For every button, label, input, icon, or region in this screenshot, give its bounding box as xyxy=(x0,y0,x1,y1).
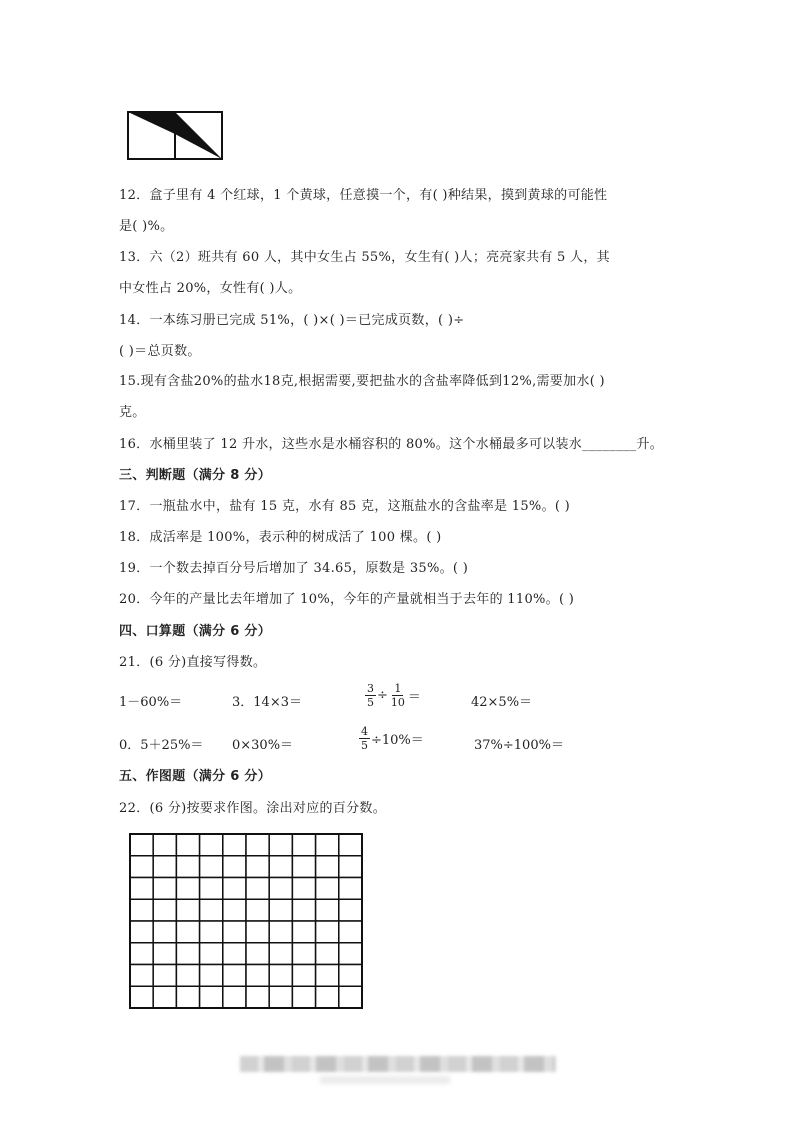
grid-cell[interactable] xyxy=(269,856,292,878)
grid-cell[interactable] xyxy=(269,986,292,1008)
question-12-line-2: 是( )%。 xyxy=(119,219,174,234)
grid-cell[interactable] xyxy=(200,986,223,1008)
grid-cell[interactable] xyxy=(246,856,269,878)
grid-cell[interactable] xyxy=(269,878,292,900)
grid-cell[interactable] xyxy=(176,834,199,856)
grid-cell[interactable] xyxy=(153,921,176,943)
grid-cell[interactable] xyxy=(246,899,269,921)
section-4-title: 四、口算题（满分 6 分） xyxy=(119,624,271,639)
grid-cell[interactable] xyxy=(339,965,362,987)
question-14-line-1: 14．一本练习册已完成 51%，( )×( )＝已完成页数，( )÷ xyxy=(119,313,465,328)
grid-cell[interactable] xyxy=(176,921,199,943)
grid-cell[interactable] xyxy=(246,943,269,965)
grid-cell[interactable] xyxy=(176,986,199,1008)
grid-cell[interactable] xyxy=(316,965,339,987)
question-20: 20．今年的产量比去年增加了 10%，今年的产量就相当于去年的 110%。( ) xyxy=(119,592,575,607)
grid-cell[interactable] xyxy=(339,986,362,1008)
grid-cell[interactable] xyxy=(339,834,362,856)
grid-cell[interactable] xyxy=(153,878,176,900)
grid-cell[interactable] xyxy=(223,921,246,943)
grid-cell[interactable] xyxy=(200,878,223,900)
grid-cell[interactable] xyxy=(339,943,362,965)
grid-cell[interactable] xyxy=(223,943,246,965)
grid-cell[interactable] xyxy=(176,856,199,878)
grid-cell[interactable] xyxy=(316,834,339,856)
grid-cell[interactable] xyxy=(269,921,292,943)
grid-cell[interactable] xyxy=(269,834,292,856)
grid-cell[interactable] xyxy=(316,943,339,965)
fraction-1-10: $\frac{1}{10}$ xyxy=(390,682,405,709)
grid-cell[interactable] xyxy=(292,834,315,856)
grid-cell[interactable] xyxy=(153,943,176,965)
grid-cell[interactable] xyxy=(223,899,246,921)
grid-cell[interactable] xyxy=(223,965,246,987)
grid-cell[interactable] xyxy=(269,899,292,921)
fraction-3-5: $\frac{3}{5}$ xyxy=(367,682,374,709)
blurred-footer-line-2 xyxy=(320,1076,450,1084)
grid-cell[interactable] xyxy=(130,986,153,1008)
grid-cell[interactable] xyxy=(316,986,339,1008)
grid-cell[interactable] xyxy=(339,899,362,921)
grid-cell[interactable] xyxy=(223,986,246,1008)
grid-cell[interactable] xyxy=(292,899,315,921)
grid-cell[interactable] xyxy=(153,856,176,878)
grid-cell[interactable] xyxy=(246,921,269,943)
calc-2: 3．14×3＝ xyxy=(232,695,302,710)
grid-cell[interactable] xyxy=(246,965,269,987)
grid-cell[interactable] xyxy=(292,856,315,878)
calc-4: 42×5%＝ xyxy=(471,695,533,710)
grid-cell[interactable] xyxy=(246,834,269,856)
grid-cell[interactable] xyxy=(292,878,315,900)
grid-cell[interactable] xyxy=(292,921,315,943)
grid-cell[interactable] xyxy=(176,965,199,987)
grid-cell[interactable] xyxy=(223,856,246,878)
calc-3: $\frac{3}{5}$ ÷ $\frac{1}{10}$ ＝ xyxy=(367,682,421,709)
grid-cell[interactable] xyxy=(292,943,315,965)
grid-cell[interactable] xyxy=(130,878,153,900)
grid-cell[interactable] xyxy=(316,878,339,900)
shaded-rectangle-figure xyxy=(126,110,226,162)
question-15-line-2: 克。 xyxy=(119,405,146,420)
question-16: 16．水桶里装了 12 升水，这些水是水桶容积的 80%。这个水桶最多可以装水________升。 xyxy=(119,437,664,452)
grid-cell[interactable] xyxy=(130,943,153,965)
fraction-4-5: $\frac{4}{5}$ xyxy=(361,725,368,752)
blurred-footer xyxy=(240,1056,556,1072)
grid-cell[interactable] xyxy=(292,986,315,1008)
question-15-line-1: 15.现有含盐20%的盐水18克,根据需要,要把盐水的含盐率降低到12%,需要加水( ) xyxy=(119,374,605,389)
grid-cell[interactable] xyxy=(339,856,362,878)
grid-cell[interactable] xyxy=(176,899,199,921)
grid-cell[interactable] xyxy=(316,856,339,878)
grid-cell[interactable] xyxy=(269,965,292,987)
grid-cell[interactable] xyxy=(200,965,223,987)
calc-5: 0．5＋25%＝ xyxy=(119,738,204,753)
grid-cell[interactable] xyxy=(269,943,292,965)
grid-cell[interactable] xyxy=(200,834,223,856)
grid-cell[interactable] xyxy=(200,943,223,965)
section-3-title: 三、判断题（满分 8 分） xyxy=(119,468,271,483)
grid-cell[interactable] xyxy=(176,943,199,965)
grid-cell[interactable] xyxy=(200,921,223,943)
calc-8: 37%÷100%＝ xyxy=(474,738,564,753)
grid-cell[interactable] xyxy=(153,986,176,1008)
grid-cell[interactable] xyxy=(153,834,176,856)
question-19: 19．一个数去掉百分号后增加了 34.65，原数是 35%。( ) xyxy=(119,561,469,576)
grid-cell[interactable] xyxy=(176,878,199,900)
percent-grid xyxy=(128,832,366,1012)
question-12-line-1: 12．盒子里有 4 个红球，1 个黄球，任意摸一个，有( )种结果，摸到黄球的可能性 xyxy=(119,188,608,203)
question-14-line-2: ( )＝总页数。 xyxy=(119,344,201,359)
question-13-line-2: 中女性占 20%，女性有( )人。 xyxy=(119,281,302,296)
grid-cell[interactable] xyxy=(130,899,153,921)
grid-cell[interactable] xyxy=(246,986,269,1008)
grid-cell[interactable] xyxy=(200,856,223,878)
question-13-line-1: 13．六（2）班共有 60 人，其中女生占 55%，女生有( )人；亮亮家共有 5 人，其 xyxy=(119,250,610,265)
grid-cell[interactable] xyxy=(339,921,362,943)
calc-7: $\frac{4}{5}$ ÷10%＝ xyxy=(361,725,424,752)
grid-cell[interactable] xyxy=(223,834,246,856)
grid-cell[interactable] xyxy=(130,921,153,943)
grid-cell[interactable] xyxy=(316,921,339,943)
calc-1: 1－60%＝ xyxy=(119,695,183,710)
grid-cell[interactable] xyxy=(153,899,176,921)
grid-cell[interactable] xyxy=(223,878,246,900)
grid-cell[interactable] xyxy=(130,834,153,856)
calc-6: 0×30%＝ xyxy=(232,738,294,753)
grid-cell[interactable] xyxy=(130,856,153,878)
grid-cell[interactable] xyxy=(153,965,176,987)
question-17: 17．一瓶盐水中，盐有 15 克，水有 85 克，这瓶盐水的含盐率是 15%。( ) xyxy=(119,499,571,514)
grid-cell[interactable] xyxy=(246,878,269,900)
section-5-title: 五、作图题（满分 6 分） xyxy=(119,769,271,784)
question-18: 18．成活率是 100%，表示种的树成活了 100 棵。( ) xyxy=(119,530,442,545)
grid-cell[interactable] xyxy=(200,899,223,921)
question-22: 22．(6 分)按要求作图。涂出对应的百分数。 xyxy=(119,801,386,816)
grid-cell[interactable] xyxy=(316,899,339,921)
question-21: 21．(6 分)直接写得数。 xyxy=(119,655,267,670)
grid-cell[interactable] xyxy=(130,965,153,987)
grid-cell[interactable] xyxy=(339,878,362,900)
grid-cell[interactable] xyxy=(292,965,315,987)
